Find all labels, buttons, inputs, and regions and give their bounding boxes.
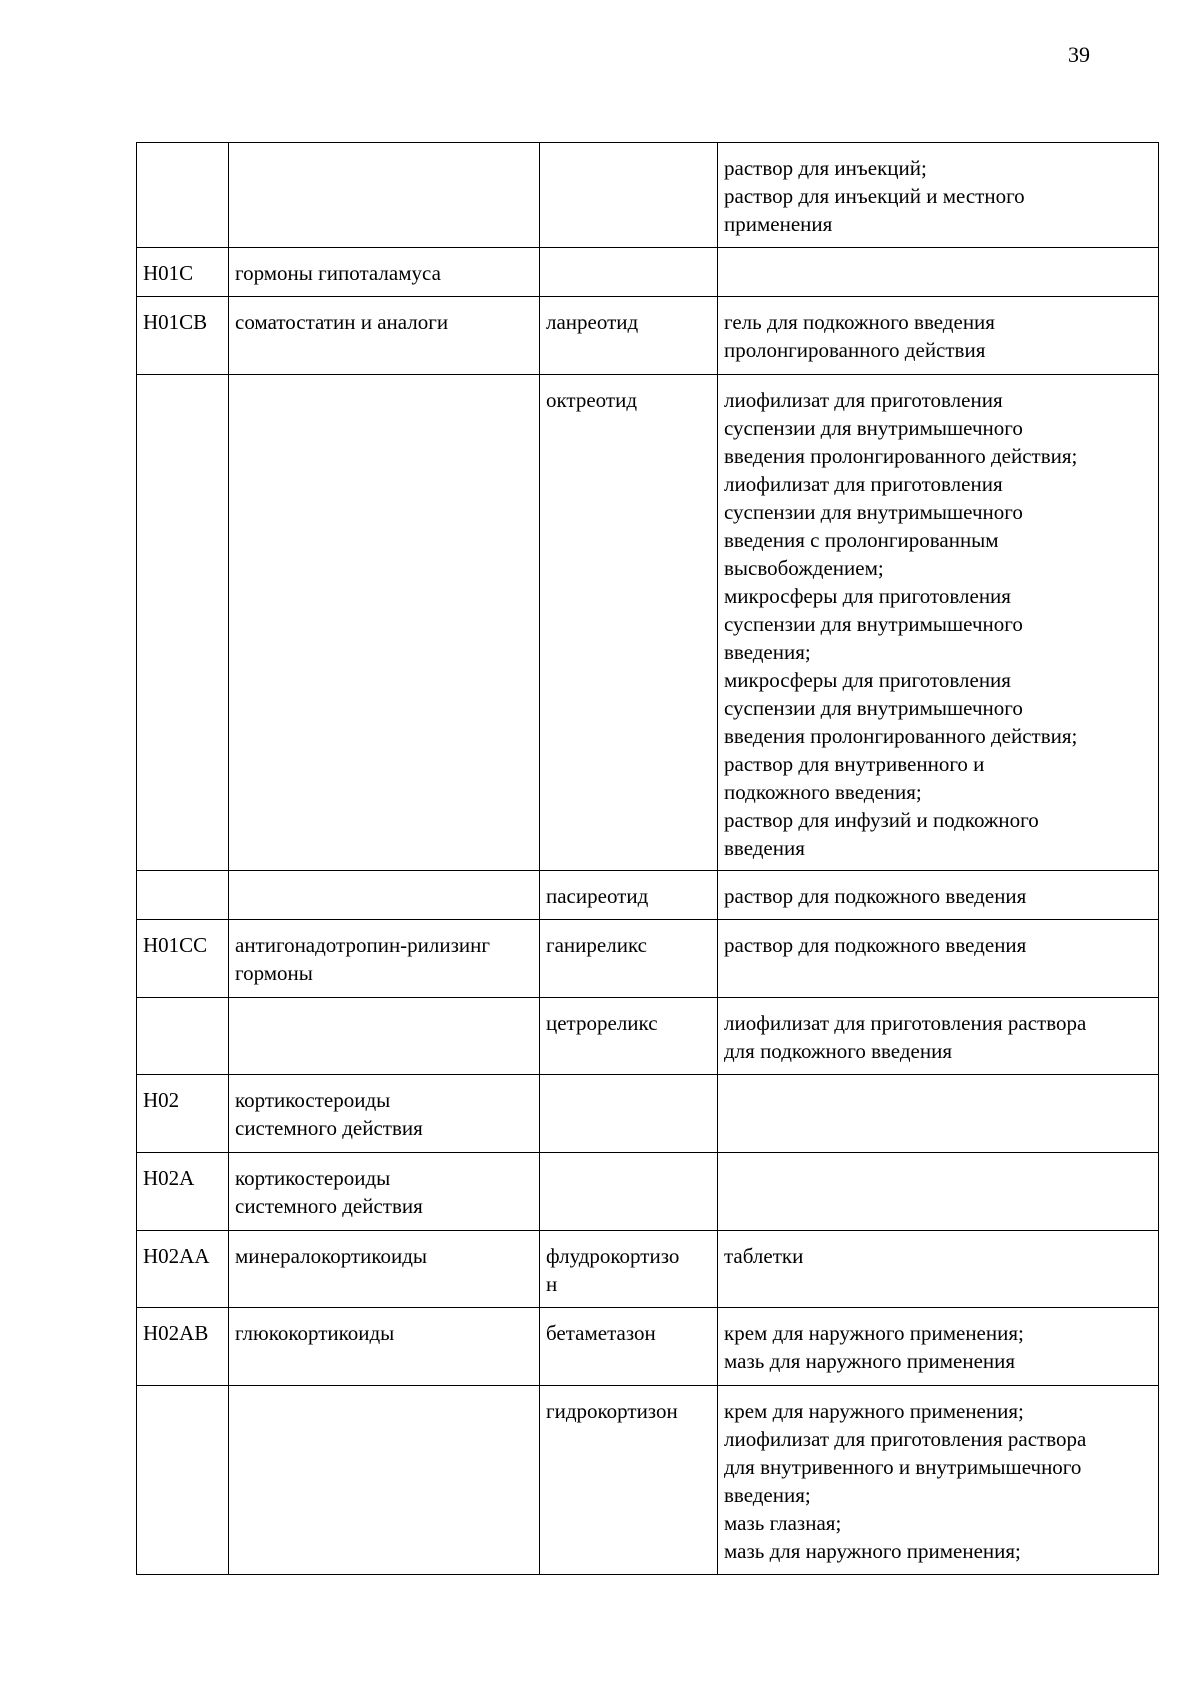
table-row	[137, 375, 1159, 871]
atc-group-line: системного действия	[235, 1116, 423, 1140]
drug-name-cell	[540, 248, 718, 297]
atc-group-cell	[229, 1075, 540, 1153]
atc-code: H01CC	[143, 933, 208, 957]
atc-code-cell	[137, 1386, 229, 1575]
dosage-form-line: введения	[724, 836, 805, 860]
dosage-form-line: подкожного введения;	[724, 780, 922, 804]
dosage-form-line: таблетки	[724, 1244, 804, 1268]
dosage-form-line: мазь глазная;	[724, 1511, 842, 1535]
atc-code-cell	[137, 1075, 229, 1153]
dosage-form-line: для внутривенного и внутримышечного	[724, 1455, 1082, 1479]
drug-name-line: октреотид	[546, 388, 638, 412]
table-row	[137, 143, 1159, 248]
atc-code: H01CB	[143, 310, 208, 334]
dosage-form-line: лиофилизат для приготовления	[724, 472, 1003, 496]
atc-group-line: кортикостероиды	[235, 1088, 391, 1112]
table-row	[137, 248, 1159, 297]
atc-group-cell	[229, 920, 540, 998]
atc-code-cell	[137, 297, 229, 375]
table-body	[137, 143, 1159, 1575]
atc-group-line: гормоны гипоталамуса	[235, 261, 441, 285]
drug-name-cell	[540, 297, 718, 375]
dosage-form-cell	[718, 297, 1159, 375]
drug-table	[136, 142, 1159, 1575]
drug-name-cell	[540, 1153, 718, 1231]
table-row	[137, 1308, 1159, 1386]
dosage-form-cell	[718, 248, 1159, 297]
atc-group-cell	[229, 1153, 540, 1231]
dosage-form-line: микросферы для приготовления	[724, 668, 1011, 692]
atc-group-line: соматостатин и аналоги	[235, 310, 449, 334]
dosage-form-line: введения;	[724, 1483, 811, 1507]
atc-code: H01C	[143, 261, 194, 285]
drug-name-cell	[540, 143, 718, 248]
atc-code-cell	[137, 920, 229, 998]
drug-name-line: ганиреликс	[546, 933, 647, 957]
table-row	[137, 871, 1159, 920]
dosage-form-cell	[718, 1308, 1159, 1386]
drug-name-line: бетаметазон	[546, 1321, 656, 1345]
dosage-form-line: гель для подкожного введения	[724, 310, 995, 334]
atc-code: H02AA	[143, 1244, 210, 1268]
dosage-form-line: мазь для наружного применения	[724, 1349, 1016, 1373]
atc-code: H02	[143, 1088, 180, 1112]
atc-group-cell	[229, 375, 540, 871]
table-row	[137, 297, 1159, 375]
atc-group-cell	[229, 998, 540, 1075]
dosage-form-line: суспензии для внутримышечного	[724, 612, 1023, 636]
atc-group-cell	[229, 1231, 540, 1308]
dosage-form-cell	[718, 375, 1159, 871]
dosage-form-line: введения пролонгированного действия;	[724, 444, 1078, 468]
drug-name-cell	[540, 375, 718, 871]
drug-name-line: гидрокортизон	[546, 1399, 678, 1423]
drug-name-line: цетрореликс	[546, 1011, 658, 1035]
dosage-form-line: высвобождением;	[724, 556, 884, 580]
atc-group-cell	[229, 143, 540, 248]
drug-name-line: ланреотид	[546, 310, 639, 334]
dosage-form-line: микросферы для приготовления	[724, 584, 1011, 608]
drug-name-line: пасиреотид	[546, 884, 649, 908]
table-row	[137, 998, 1159, 1075]
dosage-form-line: применения	[724, 212, 833, 236]
dosage-form-cell	[718, 143, 1159, 248]
atc-group-cell	[229, 248, 540, 297]
dosage-form-line: для подкожного введения	[724, 1039, 952, 1063]
dosage-form-line: раствор для подкожного введения	[724, 884, 1027, 908]
atc-code: H02AB	[143, 1321, 209, 1345]
atc-code-cell	[137, 1308, 229, 1386]
dosage-form-cell	[718, 1386, 1159, 1575]
table-row	[137, 1075, 1159, 1153]
atc-group-line: гормоны	[235, 961, 313, 985]
drug-name-cell	[540, 1308, 718, 1386]
atc-code-cell	[137, 871, 229, 920]
dosage-form-line: пролонгированного действия	[724, 338, 986, 362]
table-row	[137, 1231, 1159, 1308]
drug-name-line: флудрокортизо	[546, 1244, 680, 1268]
atc-group-line: системного действия	[235, 1194, 423, 1218]
atc-group-cell	[229, 1308, 540, 1386]
dosage-form-line: введения пролонгированного действия;	[724, 724, 1078, 748]
dosage-form-line: суспензии для внутримышечного	[724, 696, 1023, 720]
atc-code-cell	[137, 248, 229, 297]
drug-name-line: н	[546, 1272, 558, 1296]
dosage-form-line: раствор для внутривенного и	[724, 752, 985, 776]
atc-code-cell	[137, 375, 229, 871]
dosage-form-cell	[718, 998, 1159, 1075]
drug-name-cell	[540, 871, 718, 920]
dosage-form-line: введения;	[724, 640, 811, 664]
dosage-form-cell	[718, 1075, 1159, 1153]
drug-name-cell	[540, 998, 718, 1075]
table-row	[137, 920, 1159, 998]
dosage-form-line: крем для наружного применения;	[724, 1399, 1024, 1423]
atc-code-cell	[137, 1153, 229, 1231]
dosage-form-line: мазь для наружного применения;	[724, 1539, 1021, 1563]
dosage-form-line: раствор для инъекций;	[724, 156, 927, 180]
dosage-form-line: раствор для подкожного введения	[724, 933, 1027, 957]
table-row	[137, 1386, 1159, 1575]
drug-name-cell	[540, 1231, 718, 1308]
dosage-form-cell	[718, 920, 1159, 998]
drug-name-cell	[540, 1075, 718, 1153]
table-row	[137, 1153, 1159, 1231]
dosage-form-line: лиофилизат для приготовления	[724, 388, 1003, 412]
atc-group-line: минералокортикоиды	[235, 1244, 428, 1268]
dosage-form-line: суспензии для внутримышечного	[724, 500, 1023, 524]
atc-group-line: кортикостероиды	[235, 1166, 391, 1190]
atc-code-cell	[137, 143, 229, 248]
dosage-form-line: лиофилизат для приготовления раствора	[724, 1427, 1087, 1451]
atc-group-cell	[229, 1386, 540, 1575]
page-number: 39	[1068, 42, 1090, 67]
dosage-form-line: крем для наружного применения;	[724, 1321, 1024, 1345]
atc-code-cell	[137, 998, 229, 1075]
atc-code: H02A	[143, 1166, 195, 1190]
drug-name-cell	[540, 920, 718, 998]
dosage-form-line: раствор для инфузий и подкожного	[724, 808, 1039, 832]
dosage-form-cell	[718, 871, 1159, 920]
dosage-form-line: введения с пролонгированным	[724, 528, 999, 552]
atc-group-line: глюкокортикоиды	[235, 1321, 395, 1345]
dosage-form-cell	[718, 1231, 1159, 1308]
drug-name-cell	[540, 1386, 718, 1575]
atc-group-cell	[229, 871, 540, 920]
dosage-form-line: суспензии для внутримышечного	[724, 416, 1023, 440]
atc-group-line: антигонадотропин-рилизинг	[235, 933, 491, 957]
dosage-form-line: лиофилизат для приготовления раствора	[724, 1011, 1087, 1035]
atc-code-cell	[137, 1231, 229, 1308]
atc-group-cell	[229, 297, 540, 375]
dosage-form-cell	[718, 1153, 1159, 1231]
dosage-form-line: раствор для инъекций и местного	[724, 184, 1025, 208]
